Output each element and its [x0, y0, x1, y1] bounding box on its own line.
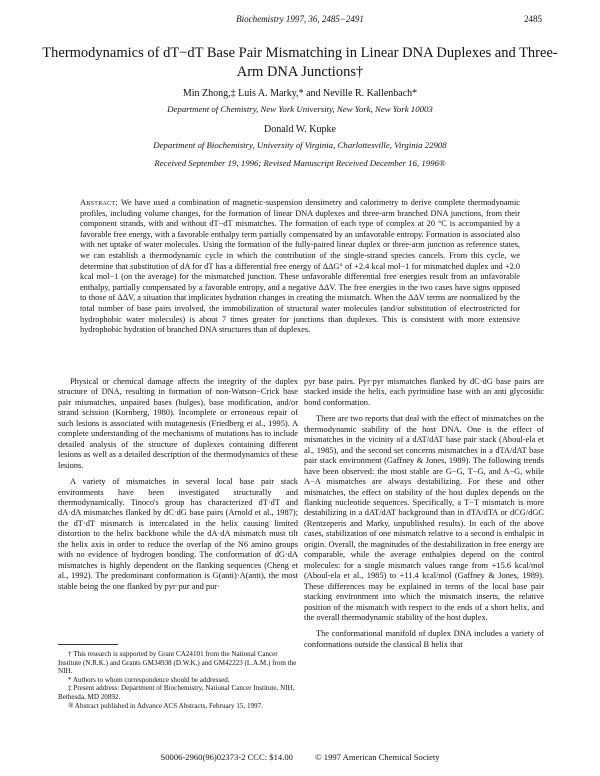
authors: Min Zhong,‡ Luis A. Marky,* and Neville R. Kallenbach* — [182, 88, 418, 99]
footnote-abstract-published: ® Abstract published in Advance ACS Abstracts, February 15, 1997. — [68, 701, 263, 710]
paragraph: pyr base pairs. Pyr·pyr mismatches flanked by dC·dG base pairs are stacked inside the helix, each pyrimidine base with an anti glycosidic bond conformation. — [304, 377, 544, 407]
abstract-label: Abstract: — [80, 198, 119, 207]
paragraph: Physical or chemical damage affects the integrity of the duplex structure of DNA, resulting in formation of non-Watson−Crick base pair mismatches, unpaired bases (bulges), base modification, and/or strand scission (Kornberg, 1980). Incomplete or erroneous repair of such lesions is associated with mutagenesis (Friedberg et al., 1995). A complete understanding of the mechanisms of mutations has to include detailed analysis of the structure of duplexes containing different lesions as well as a detailed description of the thermodynamics of these lesions. — [58, 377, 298, 470]
affiliation-nyu: Department of Chemistry, New York University, New York, New York 10003 — [167, 104, 433, 114]
page-number: 2485 — [524, 14, 542, 24]
abstract-text: We have used a combination of magnetic-suspension densimetry and calorimetry to derive complete thermodynamic profiles, including volume changes, for the formation of linear DNA duplexes and three-arm branched DNA junctions, from their component strands, with and without dT−dT mismatches. The formation of each type of complex at 20 °C is accompanied by a favorable free energy, with a favorable enthalpy term partially compensated by an unfavorable entropy. Formation is associated also with net uptake of water molecules. Using the formation of the fully-paired linear duplex or three-arm junction as reference states, we can establish a thermodynamic cycle in which the contribution of the single-strand species cancels. From this cycle, we determine that substitution of dA for dT has a differential free energy of ΔΔG° of +2.4 kcal mol−1 for mismatched duplex and +2.0 kcal mol−1 (on the average) for the mismatched junction. These unfavorable differential free energies result from an unfavorable enthalpy, partially compensated by a favorable entropy, and a negative ΔΔV. The free energies in the two cases have signs opposed to those of ΔΔV, a situation that implicates hydration changes in creating the mismatch. When the ΔΔV terms are normalized by the total number of base pairs involved, the immobilization of structural water molecules (and/or substitution of electrostricted for hydrophobic water molecules) is about 7 times greater for junctions than duplexes. This is consistent with more extensive hydrophobic hydration of branched DNA structures than of duplexes. — [80, 198, 520, 335]
received-dates: Received September 19, 1996; Revised Manuscript Received December 16, 1996® — [154, 158, 446, 168]
journal-citation: Biochemistry 1997, 36, 2485−2491 — [236, 14, 364, 24]
abstract — [80, 198, 520, 336]
body-column-left — [58, 377, 298, 635]
bottom-line — [0, 752, 600, 762]
paragraph: The conformational manifold of duplex DNA includes a variety of conformations outside the classical B helix that — [304, 629, 544, 649]
footnote-correspondence: * Authors to whom correspondence should be addressed. — [68, 675, 230, 684]
affiliation-virginia: Department of Biochemistry, University of Virginia, Charlottesville, Virginia 22908 — [153, 140, 447, 150]
article-code: S0006-2960(96)02373-2 CCC: $14.00 — [160, 752, 293, 762]
footnotes — [58, 650, 298, 710]
paragraph: There are two reports that deal with the effect of mismatches on the thermodynamic stability of the host DNA. One is the effect of mismatches in the vicinity of a dAT/dAT base pair stack (Aboul-ela et al., 1985), and the second set concerns mismatches in a dTA/dAT base pair stack environment (Gaffney & Jones, 1989). The following trends have been observed: the most stable are G−G, T−G, and A−G, while A−A mismatches are always destabilizing. For these and other mismatches, the effect on stability of the host duplex depends on the flanking nucleotide sequences. Specifically, a T−T mismatch is more destabilizing in a dAT/dAT background than in dTA/dTA or dCG/dGC (Rentzeperis and Marky, unpublished results). In each of the above cases, stabilization of one mismatch relative to a second is enthalpic in origin. Overall, the magnitudes of the destabilization in free energy are comparable, while the average enthalpies depend on the control molecules: for a single mismatch values range from +15.6 kcal/mol (Aboul-ela et al., 1985) to +11.4 kcal/mol (Gaffney & Jones, 1989). These differences may be explained in terms of the local base pair stacking environment into which the mismatch inserts, the relative position of the mismatch with respect to the ends of a short helix, and the overall thermodynamic stability of the host duplex. — [304, 414, 544, 622]
footnote-address: ‡ Present address: Department of Biochemistry, National Cancer Institute, NIH, Bethesda, MD 20892. — [58, 684, 295, 701]
copyright: © 1997 American Chemical Society — [315, 752, 440, 762]
paragraph: A variety of mismatches in several local base pair stack environments have been investigated structurally and thermodynamically. Tinoco's group has characterized dT·dT and dA·dA mismatches flanked by dC·dG base pairs (Arnold et al., 1987); the dT·dT mismatch is intercalated in the helix causing limited distortion to the helix backbone while the dA·dA mismatch must tilt the helix axis in order to reduce the overlap of the N6 amino groups with no evidence of hydrogen bonding. The conformation of dG·dA mismatches is highly dependent on the flanking sequences (Cheng et al., 1992). The predominant conformation is G(anti)·A(anti), the most stable being the one flanked by pyr·pur and pur· — [58, 477, 298, 591]
footnote-funding: † This research is supported by Grant CA24101 from the National Cancer Institute (N.R.K.) and Grants GM34938 (D.W.K.) and GM42223 (L.A.M.) from the NIH. — [58, 650, 297, 676]
body-column-right — [304, 377, 544, 757]
footnote-divider — [58, 644, 118, 645]
author-kupke: Donald W. Kupke — [264, 124, 336, 135]
article-title: Thermodynamics of dT−dT Base Pair Mismatching in Linear DNA Duplexes and Three-Arm DNA Junctions† — [42, 45, 558, 80]
